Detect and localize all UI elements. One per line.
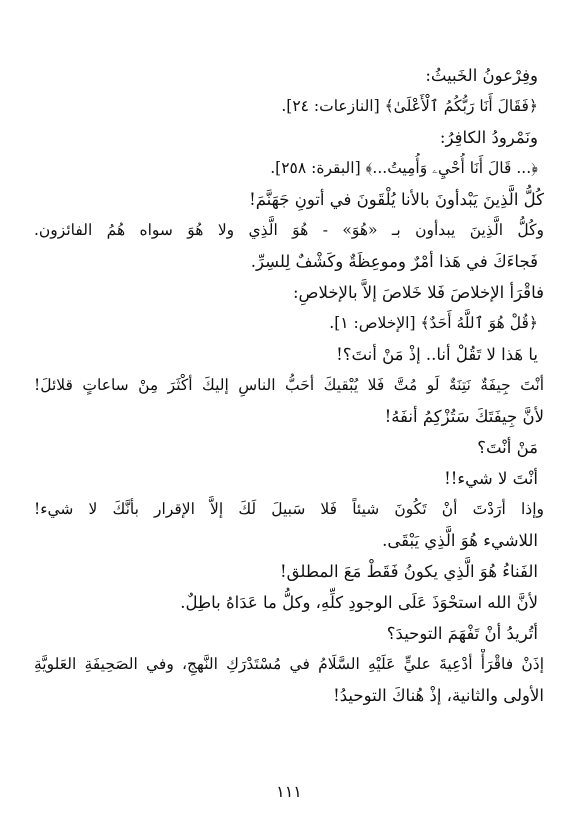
quran-verse-line: ﴿... قَالَ أَنَا أُحْيِۦ وَأُمِيتُ...﴾ [البقرة: ٢٥٨]. [270,159,538,177]
text-line: أنْتَ جِيفَةٌ نَتِنَةٌ لَو مُتَّ فَلا يُبْقيكَ أحَبُّ الناسِ إليكَ أكْثَرَ مِنْ ساعاتٍ قلائلَ! [34,376,544,394]
text-line: ونَمْرودُ الكافِرُ: [439,128,538,147]
text-line: وإذا أرَدْتَ أنْ تَكُونَ شيئاً فَلا سَبيلَ لَكَ إلاَّ الإقرار بأنَّكَ لا شيء! [34,500,544,518]
text-line: أنْتَ لا شيء!! [444,469,538,488]
quran-verse-line: ﴿قُلْ هُوَ ٱللَّهُ أَحَدٌ﴾ [الإخلاص: ١]. [329,314,538,332]
text-line: اللاشيء هُوَ الَّذِي يَبْقَى. [382,531,538,550]
text-line: مَنْ أنْتَ؟ [477,438,538,457]
text-line: الفَناءُ هُوَ الَّذِي يكونُ فَقَطْ مَعَ المطلق! [279,562,538,581]
text-line: لأنَّ الله استحْوَذَ عَلَى الوجودِ كلِّهِ، وكلُّ ما عَدَاهُ باطِلٌ. [180,593,538,612]
text-line: أتُريدُ أنْ تَفْهَمَ التوحيدَ؟ [386,624,538,643]
page-body-text [34,60,544,711]
text-line: لأنَّ جِيفَتَكَ سَتُزْكِمُ أنفَهُ! [384,407,544,426]
text-line: يا هَذا لا تَقُلْ أنا.. إذْ مَنْ أنتَ؟! [336,345,538,364]
page-number: ١١١ [276,782,302,801]
text-line: وفِرْعونُ الخَبيثُ: [425,66,538,85]
text-line: إذَنْ فاقْرَأْ أدْعِيةَ عليٍّ عَلَيْهِ السَّلَامُ في مُسْتَدْرَكِ النَّهجِ، وفي الصَحِيفَةِ العَلويَّةِ [34,655,544,673]
text-line: كُلُّ الَّذِينَ يَبْدأونَ بالأنا يُلْقَونَ في أتونِ جَهَنَّمَ! [249,190,544,209]
text-line: فاقْرَأ الإخلاصَ فَلا خَلاصَ إلاَّ بالإخلاصِ: [292,283,544,302]
text-line: فَجاءَكَ في هَذا أمْرٌ وموعِظَةٌ وكَشْفٌ لِلسِرِّ. [250,252,538,271]
quran-verse-line: ﴿فَقَالَ أَنَا رَبُّكُمُ ٱلْأَعْلَىٰ﴾ [النازعات: ٢٤]. [281,97,538,115]
text-line: الأولى والثانية، إذْ هُناكَ التوحيدُ! [333,686,544,705]
text-line: وكُلُّ الَّذِينَ يبدأون بـ «هُوَ» - هُوَ الَّذِي ولا هُوَ سواه هُمُ الفائزون. [34,221,544,239]
